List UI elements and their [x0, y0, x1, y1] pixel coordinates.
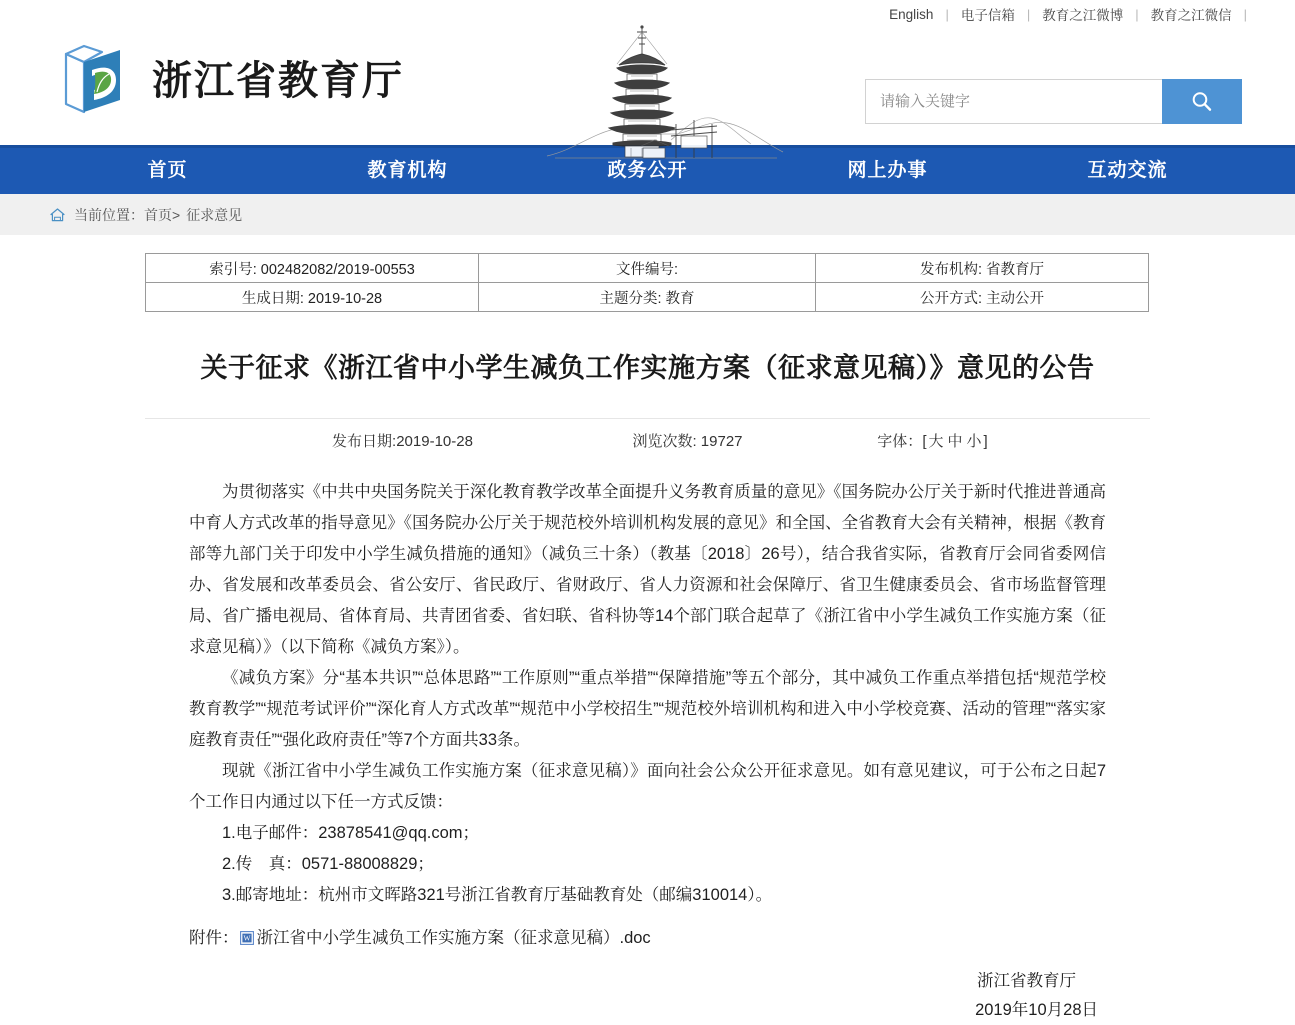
nav-item-institutions[interactable]: 教育机构: [367, 160, 448, 181]
feedback-item-fax: 2.传 真：0571-88008829；: [222, 854, 434, 873]
search-icon: [1189, 89, 1215, 115]
article-paragraph: 现就《浙江省中小学生减负工作实施方案（征求意见稿）》面向社会公众公开征求意见。如有意见建议，可于公布之日起7个工作日内通过以下任一方式反馈：: [189, 761, 1106, 811]
search-button[interactable]: [1162, 79, 1242, 124]
font-size-label: 字体：: [877, 433, 923, 451]
table-row: [146, 254, 1149, 283]
attachment-label: 附件：: [189, 928, 239, 947]
table-row: [146, 283, 1149, 312]
attachment-row: [145, 923, 1150, 955]
publish-date: 发布日期:2019-10-28: [332, 433, 473, 451]
font-bracket-close: ]: [983, 433, 988, 451]
site-logo-text: 浙江省教育厅: [152, 56, 404, 104]
article-paragraph: 《减负方案》分“基本共识”“总体思路”“工作原则”“重点举措”“保障措施”等五个部分，其中减负工作重点举措包括“规范学校教育教学”“规范考试评价”“深化育人方式改革”“规范中小学校招生”“规范校外培训机构和进入中小学校竞赛、活动的管理”“落实家庭教育责任”“强化政府责任”等7个方面共33条。: [189, 668, 1106, 749]
top-utility-links: [0, 0, 1295, 28]
article-body: [145, 477, 1150, 911]
nav-item-government-affairs[interactable]: 政务公开: [607, 160, 688, 181]
breadcrumb-current: 征求意见: [186, 206, 243, 223]
meta-file-number: 文件编号:: [479, 254, 816, 283]
top-link-wechat[interactable]: 教育之江微信: [1150, 8, 1232, 23]
site-header: [0, 28, 1295, 145]
top-link-separator: |: [1135, 6, 1139, 22]
signature-organization: 浙江省教育厅: [977, 971, 1076, 990]
view-count: 浏览次数: 19727: [632, 433, 743, 451]
article-info-bar: [145, 419, 1150, 463]
search-input[interactable]: [865, 79, 1162, 124]
feedback-item-mail: 3.邮寄地址：杭州市文晖路321号浙江省教育厅基础教育处（邮编310014）。: [222, 885, 773, 904]
nav-item-home[interactable]: 首页: [147, 160, 188, 181]
meta-issuing-agency: 发布机构: 省教育厅: [816, 254, 1149, 283]
breadcrumb: [0, 194, 1295, 235]
meta-index-number: 索引号: 002482082/2019-00553: [146, 254, 479, 283]
signature-date: 2019年10月28日: [975, 1000, 1098, 1019]
meta-created-date: 生成日期: 2019-10-28: [146, 283, 479, 312]
home-icon: [50, 208, 65, 222]
document-metadata-table: [145, 253, 1149, 312]
breadcrumb-arrow: >: [172, 206, 181, 223]
breadcrumb-prefix: 当前位置：: [74, 206, 144, 223]
top-link-separator: |: [945, 6, 949, 22]
page-title: 关于征求《浙江省中小学生减负工作实施方案（征求意见稿）》意见的公告: [200, 353, 1095, 383]
top-link-weibo[interactable]: 教育之江微博: [1042, 8, 1124, 23]
font-size-large[interactable]: 大: [928, 433, 944, 451]
article-paragraph: 为贯彻落实《中共中央国务院关于深化教育教学改革全面提升义务教育质量的意见》《国务院办公厅关于新时代推进普通高中育人方式改革的指导意见》《国务院办公厅关于规范校外培训机构发展的意见》和全国、全省教育大会有关精神，根据《教育部等九部门关于印发中小学生减负措施的通知》（减负三十条）（教基〔2018〕26号），结合我省实际，省教育厅会同省委网信办、省发展和改革委员会、省公安厅、省民政厅、省财政厅、省人力资源和社会保障厅、省卫生健康委员会、省市场监督管理局、省广播电视局、省体育局、共青团省委、省妇联、省科协等14个部门联合起草了《浙江省中小学生减负工作实施方案（征求意见稿）》（以下简称《减负方案》）。: [189, 482, 1106, 656]
attachment-link[interactable]: 浙江省中小学生减负工作实施方案（征求意见稿）.doc: [256, 928, 651, 947]
site-logo[interactable]: [62, 40, 404, 114]
site-search: [865, 79, 1242, 124]
nav-item-online-services[interactable]: 网上办事: [847, 160, 928, 181]
article-container: [145, 235, 1150, 1025]
main-navigation: [0, 145, 1295, 194]
font-bracket-open: [: [922, 433, 927, 451]
font-size-small[interactable]: 小: [966, 433, 982, 451]
meta-subject-category: 主题分类: 教育: [479, 283, 816, 312]
font-size-control: [808, 430, 1058, 451]
nav-item-interaction[interactable]: 互动交流: [1087, 160, 1168, 181]
top-link-separator: |: [1243, 6, 1247, 22]
top-link-email[interactable]: 电子信箱: [960, 8, 1015, 23]
book-leaf-logo-icon: [62, 40, 136, 114]
meta-disclosure-method: 公开方式: 主动公开: [816, 283, 1149, 312]
word-doc-icon: [240, 925, 254, 955]
top-link-separator: |: [1026, 6, 1031, 22]
svg-text:W: W: [243, 933, 250, 943]
breadcrumb-root[interactable]: 首页: [144, 206, 172, 223]
top-link-english[interactable]: English: [889, 6, 934, 22]
document-signature: [145, 967, 1150, 1025]
feedback-item-email: 1.电子邮件：23878541@qq.com；: [222, 823, 480, 842]
font-size-medium[interactable]: 中: [947, 433, 963, 451]
